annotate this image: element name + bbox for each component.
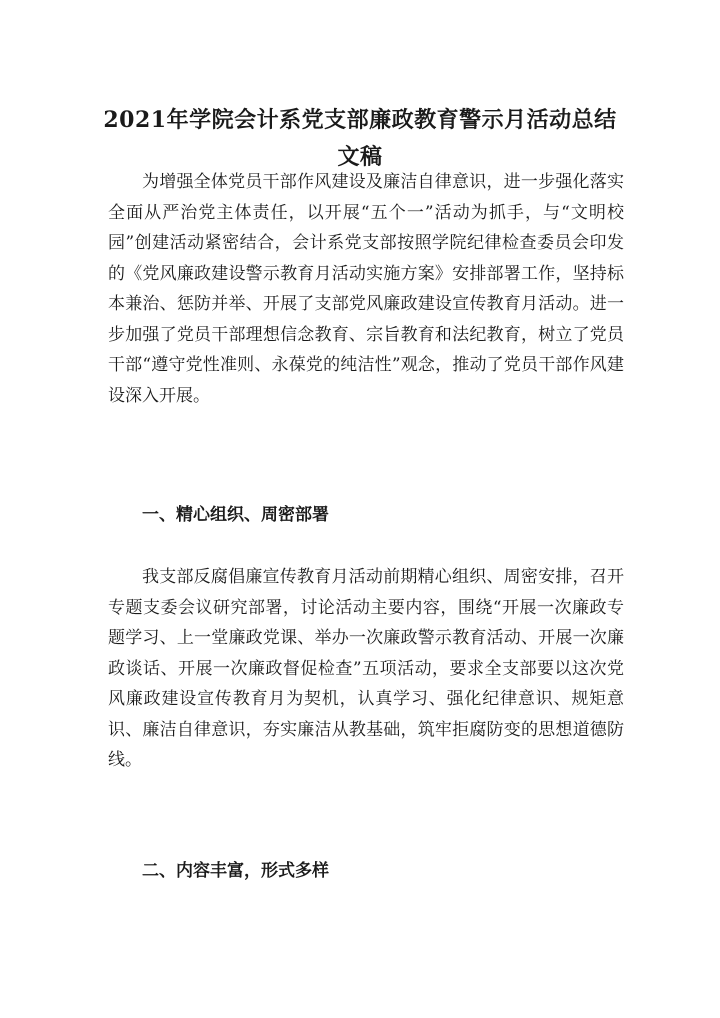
intro-paragraph: 为增强全体党员干部作风建设及廉洁自律意识，进一步强化落实全面从严治党主体责任，以开展“五个一”活动为抓手，与“文明校园”创建活动紧密结合，会计系党支部按照学院纪律检查委员会印发的《党风廉政建设警示教育月活动实施方案》安排部署工作，坚持标本兼治、惩防并举、开展了支部党风廉政建设宣传教育月活动。进一步加强了党员干部理想信念教育、宗旨教育和法纪教育，树立了党员干部“遵守党性准则、永葆党的纯洁性”观念，推动了党员干部作风建设深入开展。 [108, 172, 624, 406]
document-title: 2021年学院会计系党支部廉政教育警示月活动总结文稿 [103, 106, 617, 170]
section-2-heading: 二、内容丰富，形式多样 [142, 861, 329, 881]
section-1-heading: 一、精心组织、周密部署 [142, 505, 329, 525]
section-1-paragraph: 我支部反腐倡廉宣传教育月活动前期精心组织、周密安排，召开专题支委会议研究部署，讨论活动主要内容，围绕“开展一次廉政专题学习、上一堂廉政党课、举办一次廉政警示教育活动、开展一次廉政谈话、开展一次廉政督促检查”五项活动，要求全支部要以这次党风廉政建设宣传教育月为契机，认真学习、强化纪律意识、规矩意识、廉洁自律意识，夯实廉洁从教基础，筑牢拒腐防变的思想道德防线。 [108, 567, 624, 770]
